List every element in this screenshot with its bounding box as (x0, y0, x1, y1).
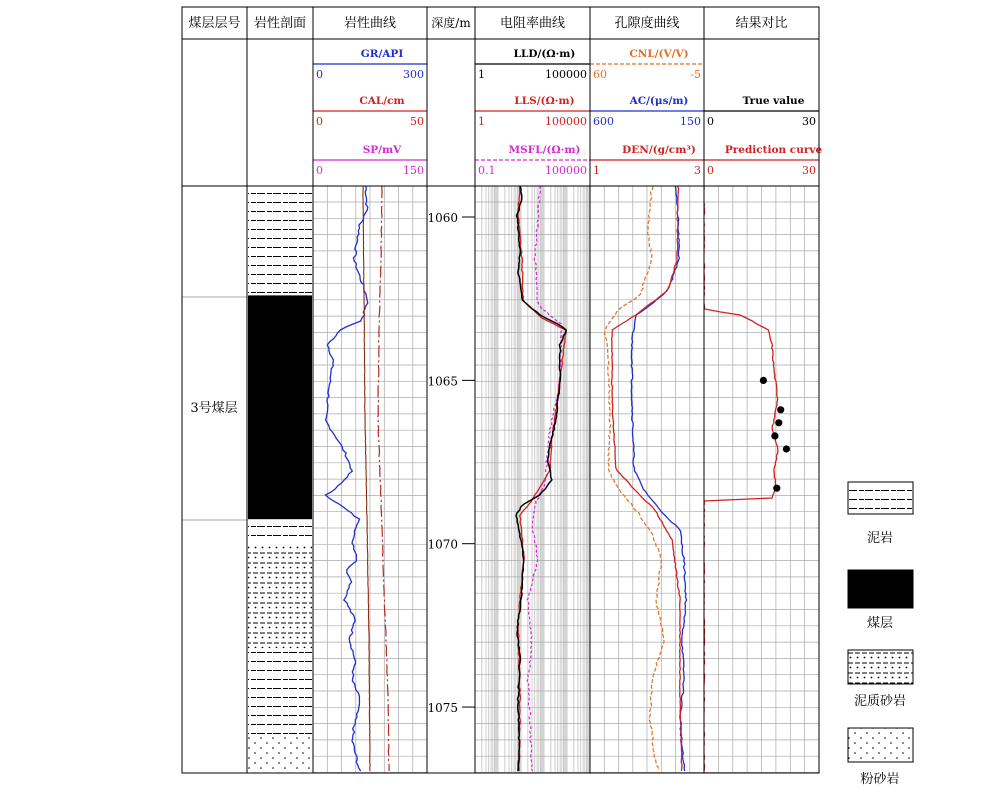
lithology-interval-siltstone (248, 737, 312, 774)
true-value-point (760, 377, 767, 384)
den-header-name: DEN/(g/cm³) (622, 144, 696, 156)
lls-header-max: 100000 (545, 115, 587, 128)
lithology-interval-argillaceous-sandstone (248, 544, 312, 649)
legend-label-mudstone: 泥岩 (866, 531, 894, 546)
cnl-header-name: CNL/(V/V) (629, 48, 689, 60)
lithology-interval-mudstone (248, 648, 312, 736)
cal-curve (378, 186, 389, 771)
gr-header-max: 300 (403, 68, 424, 81)
cnl-header-max: -5 (690, 68, 701, 81)
lithology-column (248, 186, 312, 773)
lls-header-min: 1 (478, 115, 485, 128)
prediction-header-max: 30 (802, 164, 816, 177)
true-value-header-max: 30 (802, 115, 816, 128)
cnl-curve (605, 186, 665, 771)
prediction-header-min: 0 (707, 164, 714, 177)
sp-header-max: 150 (403, 164, 424, 177)
ac-curve (631, 186, 686, 771)
lld-header-max: 100000 (545, 68, 587, 81)
prediction-header-name: Prediction curve (724, 144, 823, 156)
lithology-interval-coal (248, 295, 312, 519)
sp-curve (363, 186, 370, 771)
ac-header-name: AC/(μs/m) (629, 95, 689, 107)
ac-header-max: 150 (680, 115, 701, 128)
legend-swatch-mudstone (848, 482, 913, 514)
lld-curve (516, 186, 566, 771)
true-value-point (777, 406, 784, 413)
sp-header-min: 0 (316, 164, 323, 177)
lld-header-name: LLD/(Ω·m) (513, 48, 576, 60)
header-result: 结果对比 (735, 16, 788, 31)
ac-header-min: 600 (593, 115, 614, 128)
depth-scale (427, 211, 475, 715)
legend-label-coal: 煤层 (866, 616, 894, 631)
true-value-point (783, 445, 790, 452)
cnl-header-min: 60 (593, 68, 607, 81)
true-value-point (775, 419, 782, 426)
den-header-min: 1 (593, 164, 600, 177)
legend-swatch-argillaceous-sandstone (848, 650, 913, 684)
true-value-header-name: True value (742, 95, 805, 107)
lld-header-min: 1 (478, 68, 485, 81)
cal-header-max: 50 (410, 115, 424, 128)
depth-tick-label: 1060 (427, 211, 458, 225)
legend-label-argillaceous-sandstone: 泥质砂岩 (853, 694, 907, 709)
seam-label: 3号煤层 (190, 401, 238, 416)
resistivity-grid (475, 186, 590, 773)
header-lith-profile: 岩性剖面 (253, 16, 307, 31)
gr-header-min: 0 (316, 68, 323, 81)
lithology-interval-mudstone (248, 519, 312, 544)
msfl-header-name: MSFL/(Ω·m) (508, 144, 581, 156)
legend-swatch-coal (848, 570, 913, 608)
gr-curve (325, 186, 367, 771)
true-value-header-min: 0 (707, 115, 714, 128)
den-header-max: 3 (694, 164, 701, 177)
lls-header-name: LLS/(Ω·m) (514, 95, 575, 107)
true-value-point (773, 485, 780, 492)
header-resistivity: 电阻率曲线 (499, 16, 566, 31)
header-porosity: 孔隙度曲线 (614, 16, 680, 31)
true-value-point (771, 432, 778, 439)
curve-headers (313, 48, 822, 177)
lithology-interval-mudstone (248, 186, 312, 295)
depth-tick-label: 1075 (427, 701, 458, 716)
depth-tick-label: 1070 (427, 537, 458, 552)
lithology-legend (848, 482, 913, 787)
gr-header-name: GR/API (360, 48, 404, 60)
cal-header-name: CAL/cm (359, 95, 405, 107)
header-coal-seam: 煤层层号 (188, 16, 241, 31)
lith-curve-grid (313, 186, 427, 773)
cal-header-min: 0 (316, 115, 323, 128)
depth-tick-label: 1065 (427, 374, 458, 389)
sp-header-name: SP/mV (362, 144, 402, 156)
header-lith-curves: 岩性曲线 (343, 16, 397, 31)
result-grid (704, 186, 819, 773)
header-depth: 深度/m (431, 16, 471, 30)
legend-label-siltstone: 粉砂岩 (860, 772, 900, 787)
prediction-curve (703, 186, 778, 771)
legend-swatch-siltstone (848, 728, 913, 762)
msfl-header-min: 0.1 (478, 164, 496, 177)
msfl-header-max: 100000 (545, 164, 587, 177)
